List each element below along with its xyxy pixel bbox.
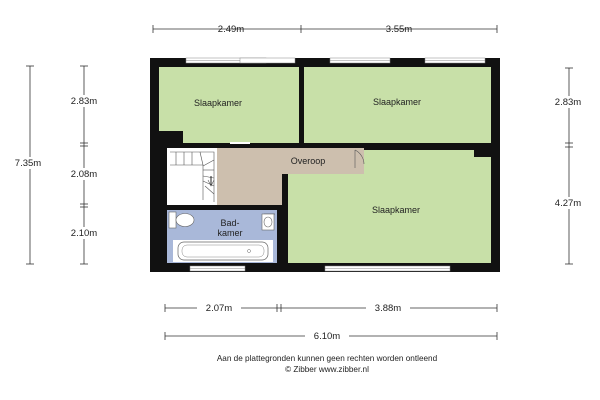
dimension-left-segments: [62, 66, 106, 264]
dim-right-upper: 2.83m: [554, 97, 582, 108]
dim-bottom-left: 2.07m: [205, 303, 233, 314]
room-label-bedroom-1: Slaapkamer: [193, 98, 243, 108]
dim-right-lower: 4.27m: [554, 198, 582, 209]
dim-bottom-total: 6.10m: [313, 331, 341, 342]
room-label-bedroom-3: Slaapkamer: [371, 205, 421, 215]
wall-landing-bedroom: [282, 174, 288, 263]
footer-copyright: © Zibber www.zibber.nl: [285, 365, 369, 374]
landing-lower: [217, 148, 282, 205]
dimension-bottom: [165, 303, 497, 342]
column: [474, 143, 491, 157]
dimension-top: [153, 24, 497, 35]
room-label-bathroom-1: Bad-: [220, 218, 240, 228]
dim-top-left: 2.49m: [217, 24, 245, 35]
wall-stub: [159, 131, 183, 143]
sink-icon: [262, 214, 274, 230]
room-label-bedroom-2: Slaapkamer: [372, 97, 422, 107]
room-label-bathroom-2: kamer: [217, 228, 243, 238]
room-label-landing: Overoop: [290, 156, 326, 166]
dim-left-total: 7.35m: [14, 158, 42, 169]
dim-bottom-right: 3.88m: [374, 303, 402, 314]
footer-disclaimer: Aan de plattegronden kunnen geen rechten worden ontleend: [216, 354, 438, 363]
dim-left-lower: 2.10m: [70, 228, 98, 239]
dim-left-upper: 2.83m: [70, 96, 98, 107]
dim-left-middle: 2.08m: [70, 169, 98, 180]
dimension-right: [548, 68, 592, 264]
toilet-icon: [169, 212, 194, 228]
bathtub-icon: [178, 242, 268, 260]
dim-top-right: 3.55m: [385, 24, 413, 35]
dimension-left-total: [6, 66, 50, 264]
